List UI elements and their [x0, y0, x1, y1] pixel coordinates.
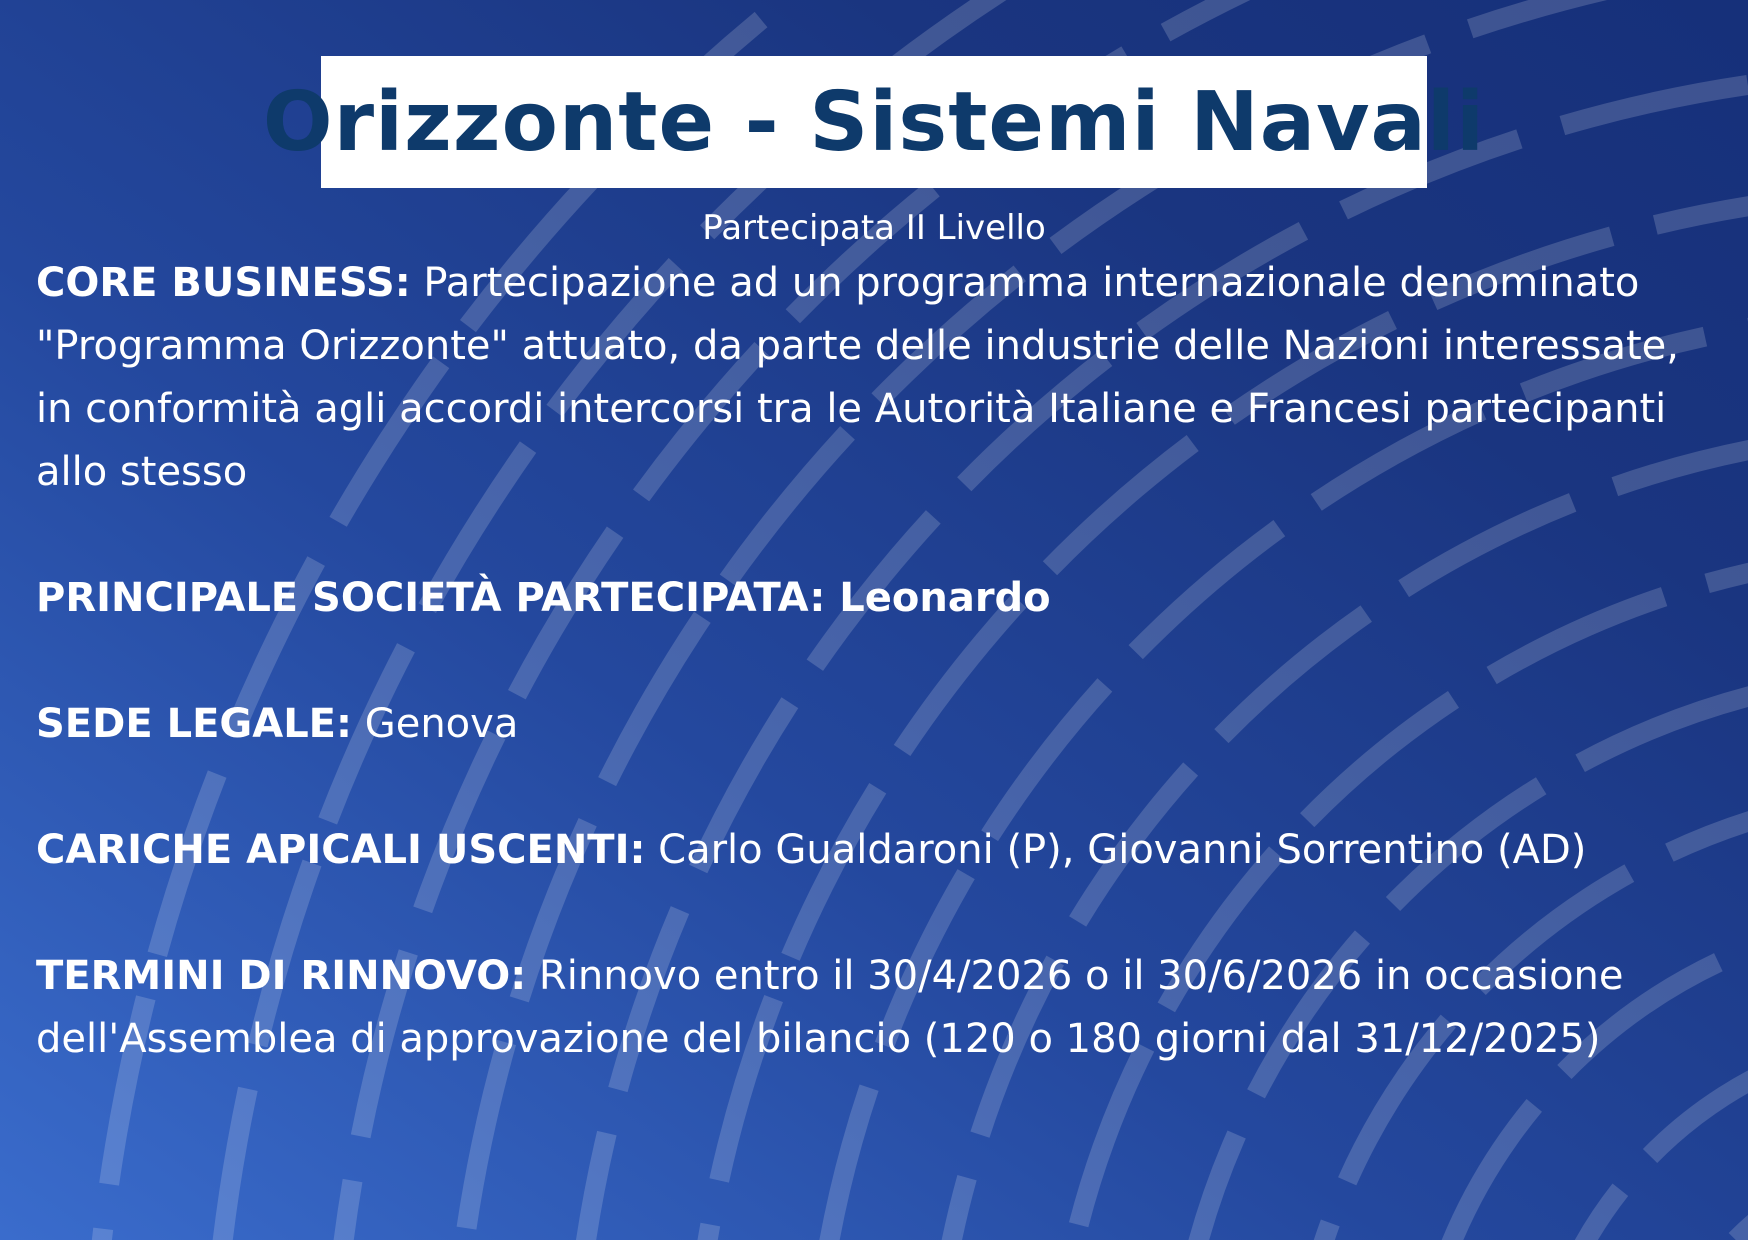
sede-legale-paragraph — [36, 693, 1726, 756]
title-box — [262, 56, 1486, 188]
principale-societa-label: PRINCIPALE SOCIETÀ PARTECIPATA: — [36, 575, 826, 621]
termini-rinnovo-label: TERMINI DI RINNOVO: — [36, 953, 527, 999]
core-business-text: Partecipazione ad un programma internazionale denominato "Programma Orizzonte" attuato, da parte delle industrie delle Nazioni interessate, in conformità agli accordi intercorsi tra le Autorità Italiane e Francesi partecipanti allo stesso — [36, 260, 1679, 495]
termini-rinnovo-paragraph — [36, 945, 1726, 1071]
cariche-apicali-label: CARICHE APICALI USCENTI: — [36, 827, 646, 873]
cariche-apicali-text: Carlo Gualdaroni (P), Giovanni Sorrentino (AD) — [645, 827, 1587, 873]
page-title: Orizzonte - Sistemi Navali — [262, 74, 1486, 170]
core-business-label: CORE BUSINESS: — [36, 260, 411, 306]
termini-rinnovo-text: Rinnovo entro il 30/4/2026 o il 30/6/2026 in occasione dell'Assemblea di approvazione del bilancio (120 o 180 giorni dal 31/12/2025) — [36, 953, 1624, 1062]
core-business-paragraph — [36, 252, 1726, 504]
sede-legale-label: SEDE LEGALE: — [36, 701, 352, 747]
page-subtitle: Partecipata II Livello — [702, 208, 1046, 248]
info-content — [36, 252, 1726, 1134]
cariche-apicali-paragraph — [36, 819, 1726, 882]
principale-societa-text: Leonardo — [825, 575, 1051, 621]
principale-societa-paragraph — [36, 567, 1726, 630]
sede-legale-text: Genova — [352, 701, 519, 747]
